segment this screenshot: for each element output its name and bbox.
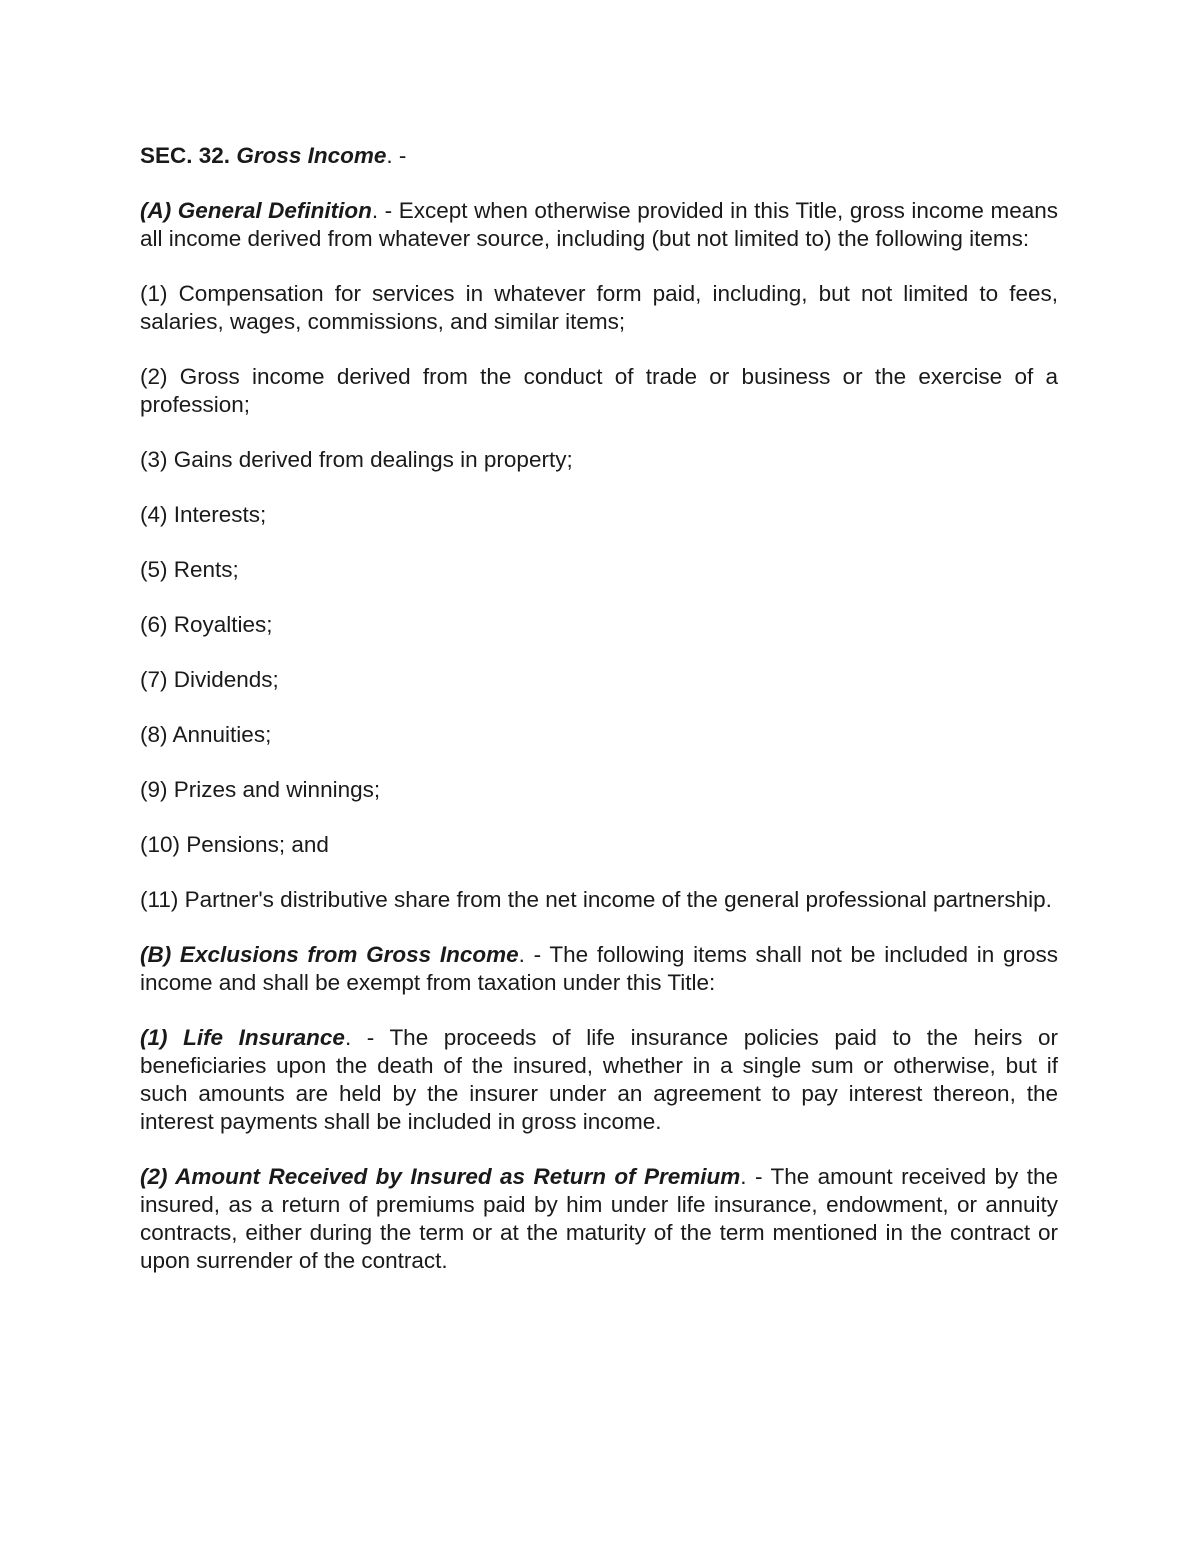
- part-a-intro: . - Except when otherwise provided in this Title, gross income means all income derived from whatever source, including (but not limited to) the following items:: [140, 198, 1059, 251]
- list-item: (6) Royalties;: [140, 612, 273, 637]
- exclusion-text: . - The amount received by the insured, as a return of premiums paid by him under life insurance, endowment, or annuity contracts, either during the term or at the maturity of the term mentioned in the contract or upon surrender of the contract.: [140, 1164, 1058, 1273]
- part-b-heading: (B) Exclusions from Gross Income: [140, 942, 519, 967]
- part-a-heading: (A) General Definition: [140, 198, 372, 223]
- part-a-definition: [140, 197, 1058, 253]
- list-item: (7) Dividends;: [140, 667, 279, 692]
- list-item: (1) Compensation for services in whatever form paid, including, but not limited to fees, salaries, wages, commissions, and similar items;: [140, 281, 1058, 334]
- exclusion-text: . - The proceeds of life insurance policies paid to the heirs or beneficiaries upon the death of the insured, whether in a single sum or otherwise, but if such amounts are held by the insurer under an agreement to pay interest thereon, the interest payments shall be included in gross income.: [140, 1025, 1058, 1134]
- list-item: (4) Interests;: [140, 502, 267, 527]
- list-item: (5) Rents;: [140, 557, 239, 582]
- list-item: (11) Partner's distributive share from the net income of the general professional partnership.: [140, 887, 1052, 912]
- list-item: (9) Prizes and winnings;: [140, 777, 381, 802]
- list-item: (8) Annuities;: [140, 722, 272, 747]
- section-number: SEC. 32.: [140, 143, 231, 168]
- exclusion-heading: (1) Life Insurance: [140, 1025, 345, 1050]
- list-item: (2) Gross income derived from the conduct of trade or business or the exercise of a profession;: [140, 364, 1058, 417]
- list-item: (3) Gains derived from dealings in property;: [140, 447, 573, 472]
- section-suffix: . -: [386, 143, 407, 168]
- exclusion-life-insurance: [140, 1024, 1058, 1136]
- section-title: Gross Income: [236, 143, 387, 168]
- part-b-exclusions: [140, 941, 1058, 997]
- exclusion-return-of-premium: [140, 1163, 1058, 1275]
- list-item: (10) Pensions; and: [140, 832, 329, 857]
- part-b-intro: . - The following items shall not be included in gross income and shall be exempt from taxation under this Title:: [140, 942, 1058, 995]
- document-page: [140, 142, 1058, 1302]
- section-heading: [140, 142, 1058, 170]
- exclusion-heading: (2) Amount Received by Insured as Return of Premium: [140, 1164, 741, 1189]
